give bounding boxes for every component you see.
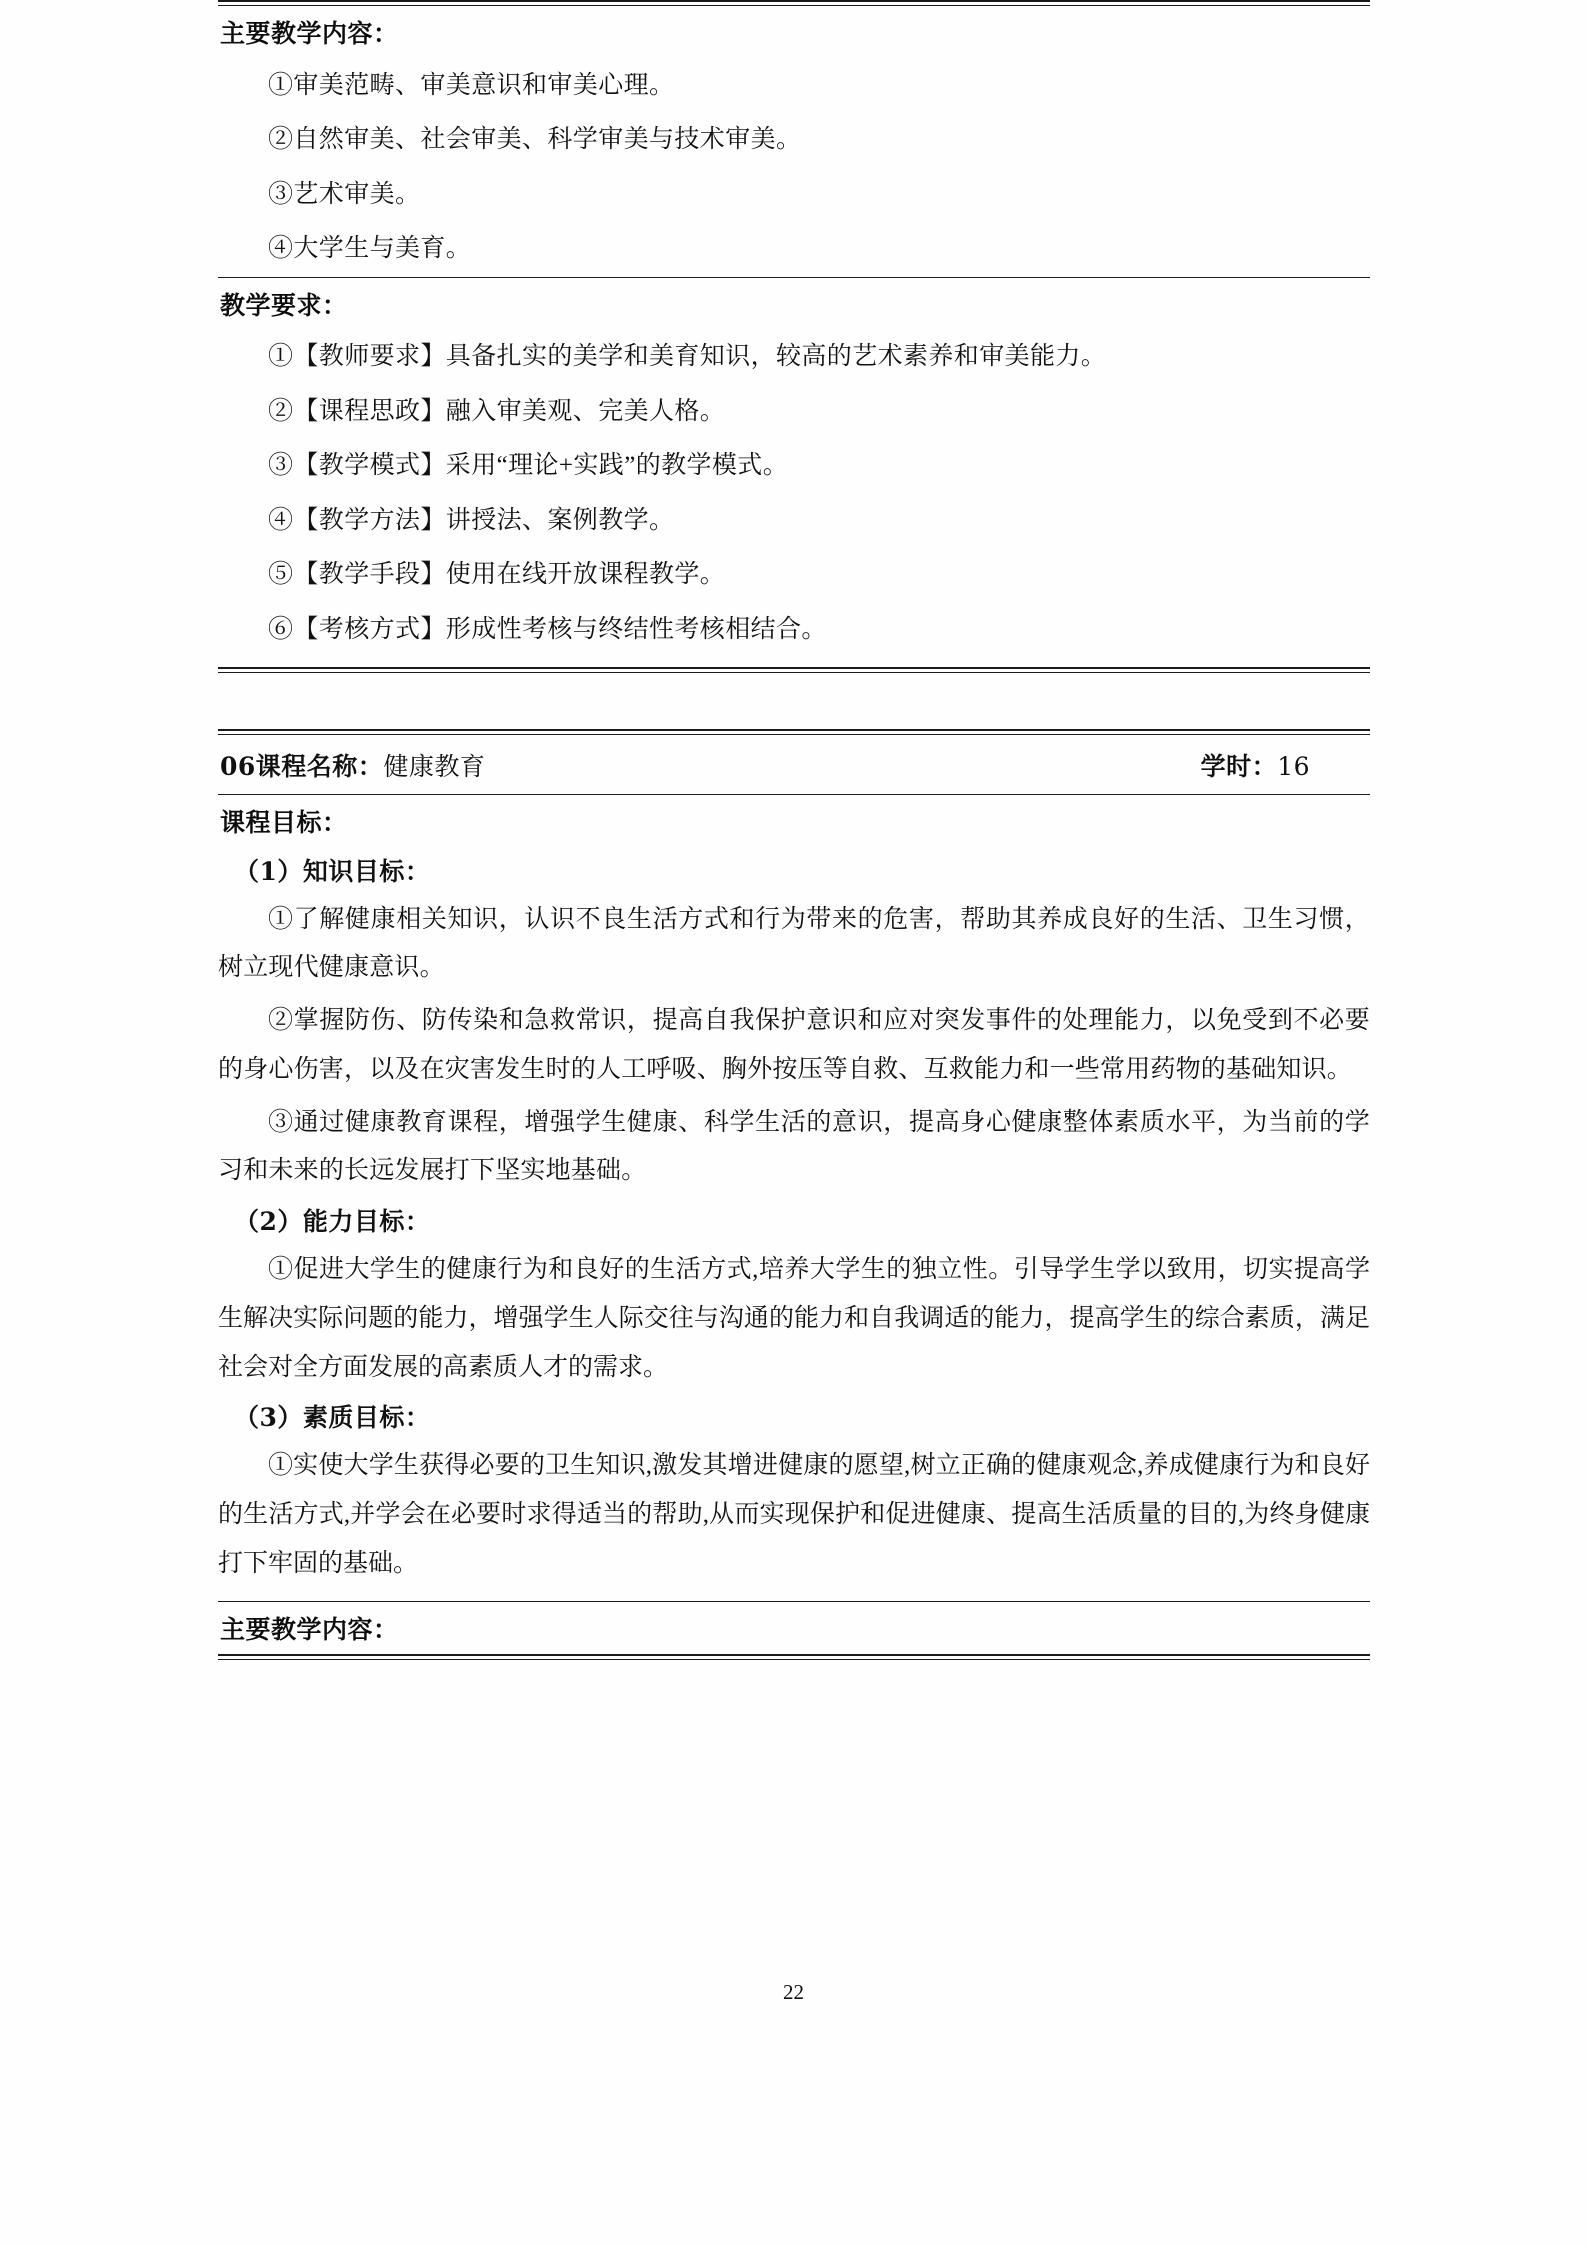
- spacer: [218, 657, 1370, 667]
- page-number: 22: [783, 1980, 804, 2004]
- list-item: ⑥【考核方式】形成性考核与终结性考核相结合。: [268, 615, 827, 643]
- course-hours-value: 16: [1277, 752, 1310, 781]
- course-hours-group: [1201, 747, 1366, 783]
- section-heading-main-content-health: 主要教学内容：: [220, 1614, 399, 1644]
- course-header-row: [218, 735, 1370, 794]
- page-content: [218, 0, 1370, 1660]
- paragraph: ②掌握防伤、防传染和急救常识，提高自我保护意识和应对突发事件的处理能力，以免受到不必要的身心伤害，以及在灾害发生时的人工呼吸、胸外按压等自救、互救能力和一些常用药物的基础知识。: [218, 1007, 1370, 1083]
- spacer: [218, 1591, 1370, 1601]
- section-heading-main-content: 主要教学内容：: [220, 19, 399, 48]
- list-item: ④大学生与美育。: [268, 235, 472, 262]
- section-heading-course-objectives: 课程目标：: [220, 808, 348, 837]
- paragraph: ①了解健康相关知识，认识不良生活方式和行为带来的危害，帮助其养成良好的生活、卫生习惯，树立现代健康意识。: [218, 905, 1370, 982]
- paragraph: ③通过健康教育课程，增强学生健康、科学生活的意识，提高身心健康整体素质水平，为当前的学习和未来的长远发展打下坚实地基础。: [218, 1108, 1370, 1185]
- list-item: ④【教学方法】讲授法、案例教学。: [268, 506, 675, 534]
- section-heading-teaching-requirements: 教学要求：: [220, 290, 348, 320]
- subheading-ability-objectives: （2）能力目标：: [234, 1207, 431, 1236]
- subheading-quality-objectives: （3）素质目标：: [234, 1403, 431, 1433]
- list-item: ①审美范畴、审美意识和审美心理。: [268, 71, 675, 99]
- course-name-value: 健康教育: [383, 754, 486, 781]
- list-item: ③艺术审美。: [268, 180, 421, 208]
- course-hours-label: 学时：: [1200, 752, 1278, 781]
- paragraph: ①促进大学生的健康行为和良好的生活方式,培养大学生的独立性。引导学生学以致用，切实提高学生解决实际问题的能力，增强学生人际交往与沟通的能力和自我调适的能力，提高学生的综合素质，满足社会对全方面发展的高素质人才的需求。: [218, 1256, 1370, 1381]
- subheading-knowledge-objectives: （1）知识目标：: [234, 856, 431, 886]
- section-gap: [218, 673, 1370, 729]
- list-item: ⑤【教学手段】使用在线开放课程教学。: [268, 561, 726, 588]
- course-title-group: [220, 747, 485, 783]
- list-item: ②【课程思政】融入审美观、完美人格。: [268, 397, 726, 425]
- course-name-label: 课程名称：: [255, 752, 384, 781]
- page-bottom-rule: [218, 1654, 1370, 1660]
- list-item: ③【教学模式】采用“理论+实践”的教学模式。: [268, 452, 789, 479]
- list-item: ②自然审美、社会审美、科学审美与技术审美。: [268, 126, 802, 153]
- list-item: ①【教师要求】具备扎实的美学和美育知识，较高的艺术素养和审美能力。: [268, 343, 1107, 370]
- course-number: 06: [220, 752, 256, 781]
- paragraph: ①实使大学生获得必要的卫生知识,激发其增进健康的愿望,树立正确的健康观念,养成健康行为和良好的生活方式,并学会在必要时求得适当的帮助,从而实现保护和促进健康、提高生活质量的目的,为终身健康打下牢固的基础。: [218, 1452, 1370, 1577]
